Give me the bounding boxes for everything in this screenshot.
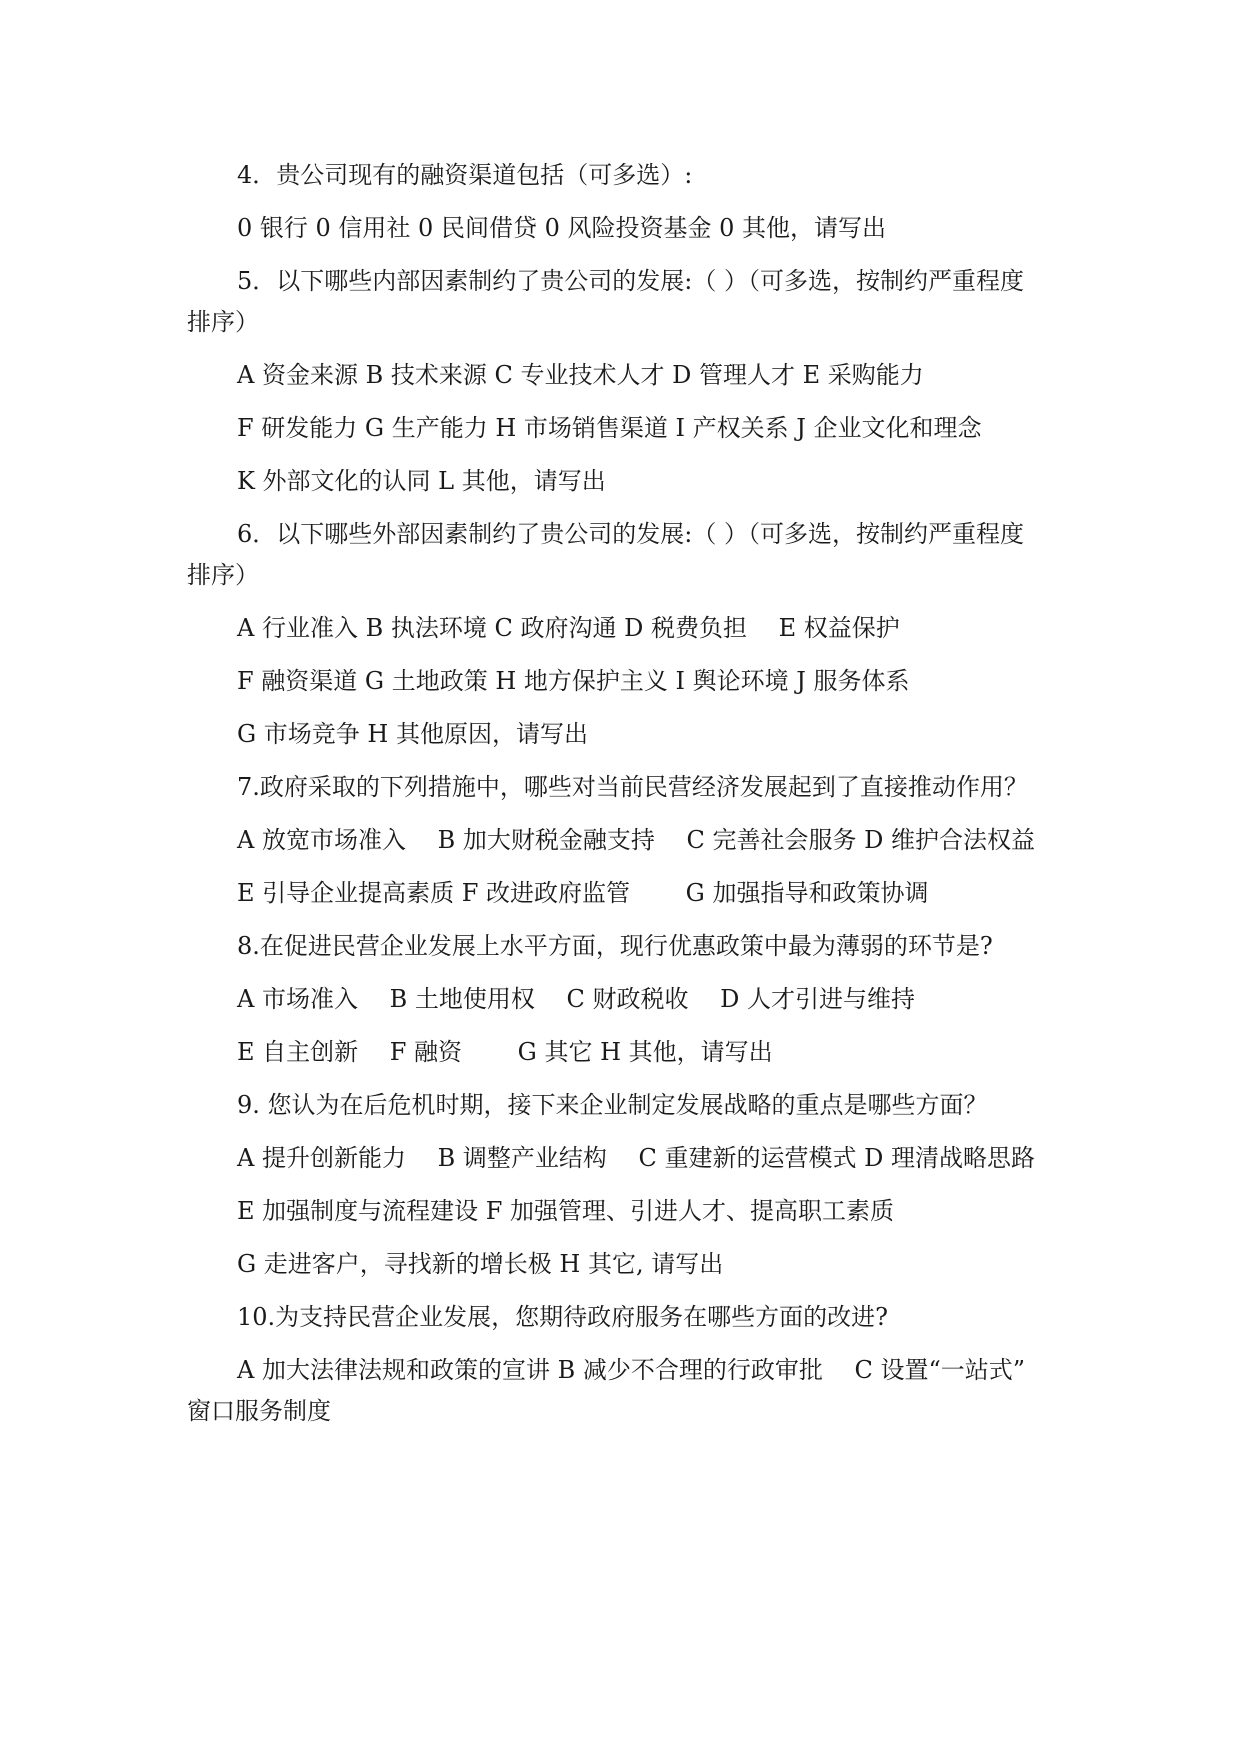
question-9-options-line-3: G 走进客户，寻找新的增长极 H 其它, 请写出	[237, 1250, 724, 1278]
question-7-options-line-1: A 放宽市场准入 B 加大财税金融支持 C 完善社会服务 D 维护合法权益	[237, 826, 1035, 854]
question-8-text: 8.在促进民营企业发展上水平方面，现行优惠政策中最为薄弱的环节是?	[237, 932, 993, 960]
question-8-options-line-2: E 自主创新 F 融资 G 其它 H 其他，请写出	[237, 1038, 773, 1066]
question-9-text: 9. 您认为在后危机时期，接下来企业制定发展战略的重点是哪些方面？	[237, 1091, 988, 1119]
question-4-options: 0 银行 0 信用社 0 民间借贷 0 风险投资基金 0 其他，请写出	[237, 214, 887, 242]
question-5-text: 5．以下哪些内部因素制约了贵公司的发展:（ ）（可多选，按制约严重程度	[237, 267, 1024, 295]
question-6-options-line-1: A 行业准入 B 执法环境 C 政府沟通 D 税费负担 E 权益保护	[237, 614, 900, 642]
question-6-options-line-2: F 融资渠道 G 土地政策 H 地方保护主义 I 舆论环境 J 服务体系	[237, 667, 910, 695]
question-6-text-continued: 排序）	[187, 561, 259, 589]
question-5-text-continued: 排序）	[187, 308, 259, 336]
question-9-options-line-1: A 提升创新能力 B 调整产业结构 C 重建新的运营模式 D 理清战略思路	[237, 1144, 1035, 1172]
question-5-options-line-2: F 研发能力 G 生产能力 H 市场销售渠道 I 产权关系 J 企业文化和理念	[237, 414, 982, 442]
question-6-text: 6．以下哪些外部因素制约了贵公司的发展:（ ）（可多选，按制约严重程度	[237, 520, 1024, 548]
question-8-options-line-1: A 市场准入 B 土地使用权 C 财政税收 D 人才引进与维持	[237, 985, 915, 1013]
question-9-options-line-2: E 加强制度与流程建设 F 加强管理、引进人才、提高职工素质	[237, 1197, 895, 1225]
question-6-options-line-3: G 市场竞争 H 其他原因，请写出	[237, 720, 588, 748]
question-7-text: 7.政府采取的下列措施中，哪些对当前民营经济发展起到了直接推动作用？	[237, 773, 1028, 801]
question-10-text: 10.为支持民营企业发展，您期待政府服务在哪些方面的改进?	[237, 1303, 889, 1331]
question-5-options-line-3: K 外部文化的认同 L 其他，请写出	[237, 467, 606, 495]
question-4-text: 4．贵公司现有的融资渠道包括（可多选）:	[237, 161, 693, 189]
question-7-options-line-2: E 引导企业提高素质 F 改进政府监管 G 加强指导和政策协调	[237, 879, 929, 907]
question-5-options-line-1: A 资金来源 B 技术来源 C 专业技术人才 D 管理人才 E 采购能力	[237, 361, 924, 389]
question-10-options-continued: 窗口服务制度	[187, 1397, 331, 1425]
question-10-options-line-1: A 加大法律法规和政策的宣讲 B 减少不合理的行政审批 C 设置“一站式”	[237, 1356, 1026, 1384]
